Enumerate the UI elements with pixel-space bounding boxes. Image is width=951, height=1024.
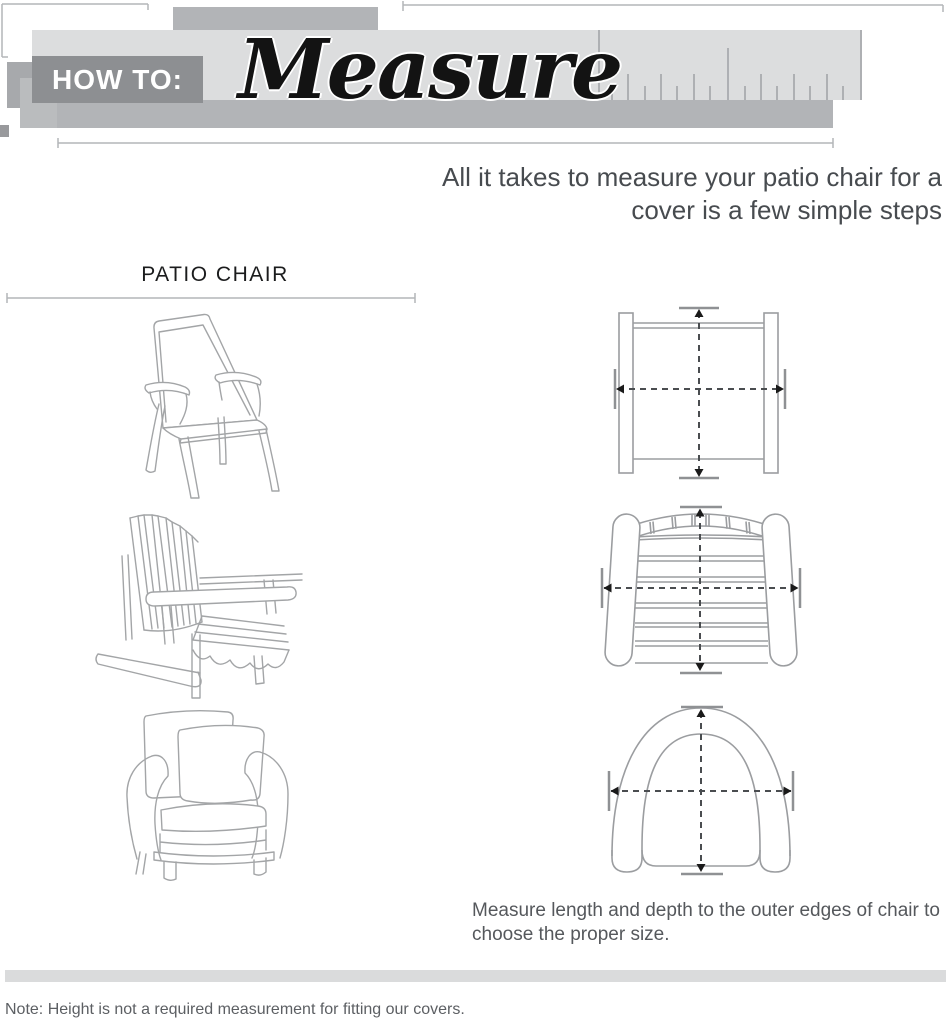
footer-note: Note: Height is not a required measurement for fitting our covers. <box>5 1001 465 1018</box>
intro-text <box>342 161 942 227</box>
caption-line-2: choose the proper size. <box>472 924 670 945</box>
kicker-label: HOW TO: <box>52 63 183 95</box>
wicker-club-chair-illustration <box>116 702 306 887</box>
depth-measure-arrow <box>680 507 722 673</box>
adirondack-chair-top-view-diagram <box>592 496 810 678</box>
depth-measure-arrow <box>679 308 719 478</box>
section-underline <box>0 290 430 306</box>
sling-dining-chair-illustration <box>133 312 323 507</box>
adirondack-chair-illustration <box>92 512 347 700</box>
dining-chair-top-view-diagram <box>605 298 795 488</box>
footer-divider-bar <box>5 970 946 982</box>
page-title: Measure <box>238 22 622 118</box>
section-label: PATIO CHAIR <box>141 263 289 286</box>
caption-line-1: Measure length and depth to the outer edges of chair to <box>472 900 940 921</box>
intro-line-1: All it takes to measure your patio chair for a <box>441 162 942 192</box>
intro-line-2: cover is a few simple steps <box>631 195 942 225</box>
measure-caption <box>472 899 951 947</box>
kicker-box <box>32 56 203 103</box>
club-chair-top-view-diagram <box>598 700 804 882</box>
